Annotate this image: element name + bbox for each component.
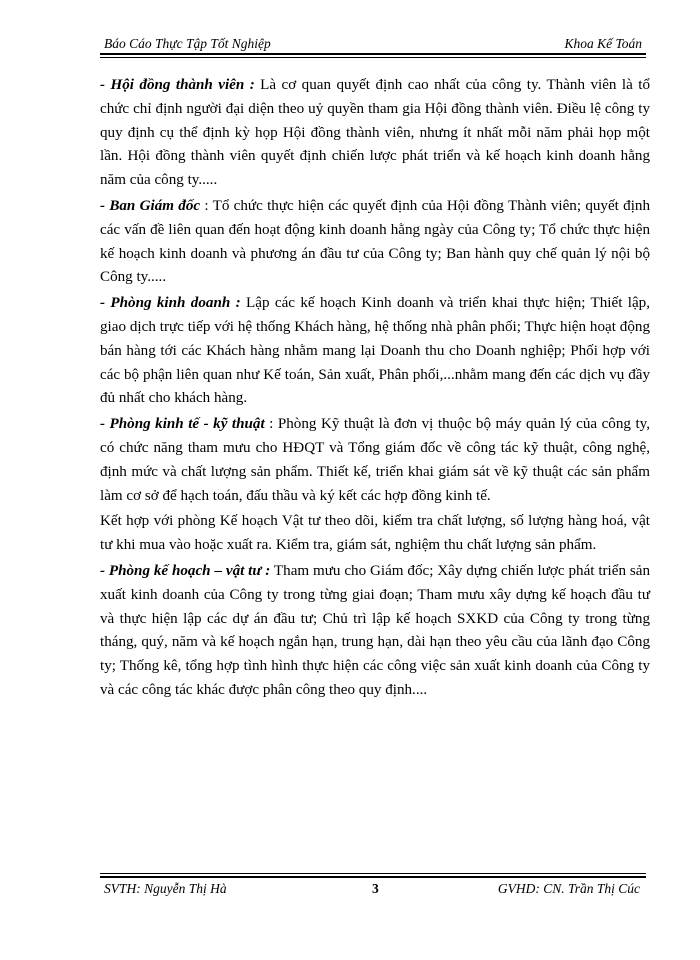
paragraph-phong-kinh-te-ky-thuat [100, 413, 650, 508]
paragraph-term: - Phòng kinh doanh : [100, 295, 241, 312]
header-department: Khoa Kế Toán [564, 36, 642, 51]
document-body [100, 74, 650, 705]
paragraph-text: Là cơ quan quyết định cao nhất của công ty. Thành viên là tổ chức chỉ định người đại diện theo uỷ quyền tham gia Hội đồng thành viên. Điều lệ công ty quy định cụ thể định kỳ họp Hội đồng thành viên, nhưng ít nhất mỗi năm phải họp một lần. Hội đồng thành viên quyết định chiến lược phát triển và kế hoạch kinh doanh hằng năm của công ty..... [100, 77, 650, 189]
paragraph-text: : Tổ chức thực hiện các quyết định của Hội đồng Thành viên; quyết định các vấn đề liên quan đến hoạt động kinh doanh hằng ngày của Công ty; Tổ chức thực hiện kế hoạch kinh doanh và phương án đầu tư của Công ty; Ban hành quy chế quản lý nội bộ Công ty..... [100, 197, 650, 286]
footer-rule-thin [100, 873, 646, 874]
paragraph-term: - Phòng kế hoạch – vật tư : [100, 562, 271, 579]
paragraph-phong-ke-hoach-vat-tu [100, 560, 650, 703]
paragraph-term: - Phòng kinh tế - kỹ thuật [100, 416, 265, 433]
footer-rule-thick [100, 876, 646, 878]
paragraph-ket-hop [100, 510, 650, 558]
paragraph-term: - Ban Giám đốc [100, 197, 201, 214]
paragraph-text: Kết hợp với phòng Kế hoạch Vật tư theo dõi, kiểm tra chất lượng, số lượng hàng hoá, vật tư khi mua vào hoặc xuất ra. Kiểm tra, giám sát, nghiệm thu chất lượng sản phẩm. [100, 513, 650, 554]
footer-supervisor: GVHD: CN. Trần Thị Cúc [497, 881, 640, 896]
footer-student: SVTH: Nguyễn Thị Hà [104, 881, 227, 896]
paragraph-text: : Phòng Kỹ thuật là đơn vị thuộc bộ máy quản lý của công ty, có chức năng tham mưu cho HĐQT và Tổng giám đốc về công tác kỹ thuật, công nghệ, định mức và chất lượng sản phẩm. Thiết kế, triển khai giám sát về kỹ thuật các sản phẩm làm cơ sở để hạch toán, đấu thầu và ký kết các hợp đồng kinh tế. [100, 416, 650, 504]
paragraph-phong-kinh-doanh [100, 292, 650, 411]
paragraph-hoi-dong-thanh-vien [100, 74, 650, 193]
paragraph-text: Tham mưu cho Giám đốc; Xây dựng chiến lược phát triển sản xuất kinh doanh của Công ty trong từng giai đoạn; Tham mưu xây dựng kế hoạch đầu tư và thực hiện lập các dự án đầu tư; Chủ trì lập kế hoạch SXKD của Công ty trong từng tháng, quý, năm và kế hoạch ngắn hạn, trung hạn, dài hạn theo yêu cầu của lãnh đạo Công ty; Thống kê, tổng hợp tình hình thực hiện các công việc sản xuất kinh doanh của Công ty và các công tác khác được phân công theo quy định.... [100, 562, 650, 698]
paragraph-ban-giam-doc [100, 195, 650, 290]
page-header [104, 34, 644, 54]
header-report-title: Báo Cáo Thực Tập Tốt Nghiệp [104, 36, 271, 51]
header-rule-thick [100, 53, 646, 55]
header-rule-thin [100, 57, 646, 58]
paragraph-term: - Hội đồng thành viên : [100, 77, 255, 93]
paragraph-text: Lập các kế hoạch Kinh doanh và triển khai thực hiện; Thiết lập, giao dịch trực tiếp với hệ thống Khách hàng, hệ thống nhà phân phối; Thực hiện hoạt động bán hàng tới các Khách hàng nhằm mang lại Doanh thu cho Doanh nghiệp; Phối hợp với các bộ phận liên quan như Kế toán, Sản xuất, Phân phối,...nhằm mang đến các dịch vụ đầy đủ nhất cho khách hàng. [100, 295, 650, 407]
page-number: 3 [372, 881, 379, 896]
page-footer [104, 881, 644, 901]
